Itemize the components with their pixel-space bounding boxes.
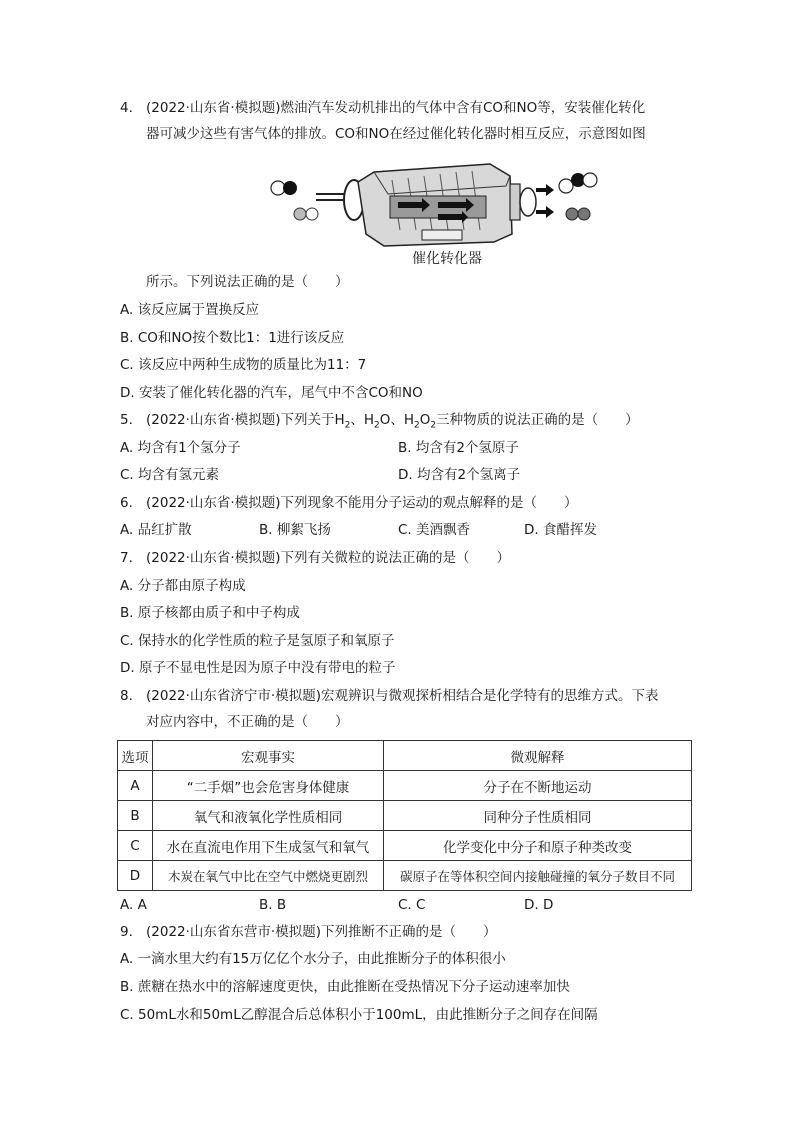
q4-stem-line2: 器可减少这些有害气体的排放。CO和NO在经过催化转化器时相互反应，示意图如图 [146,126,646,142]
q5-stem-suffix: 三种物质的说法正确的是（ ） [436,412,639,428]
n2-molecule-out [566,208,590,220]
table-cell: C [118,831,153,861]
q5-stem-mid1: 、H [350,412,375,428]
table-row [118,801,692,831]
table-cell: “二手烟”也会危害身体健康 [153,771,384,801]
table-cell: A [118,771,153,801]
q7-option-d: D. 原子不显电性是因为原子中没有带电的粒子 [120,660,396,676]
table-row [118,861,692,891]
diagram-caption: 催化转化器 [412,251,482,267]
q8-table [117,740,692,891]
no-molecule-in [294,208,318,220]
table-cell: B [118,801,153,831]
q7-option-a: A. 分子都由原子构成 [120,578,246,594]
q6-stem: (2022·山东省·模拟题)下列现象不能用分子运动的观点解释的是（ ） [146,495,578,511]
q5-stem-mid3: O [419,412,431,428]
q9-stem: (2022·山东省东营市·模拟题)下列推断不正确的是（ ） [146,924,497,940]
q8-option-b: B. B [259,897,287,913]
table-cell: 碳原子在等体积空间内接触碰撞的氧分子数目不同 [384,861,692,891]
co2-molecule-out [559,173,597,193]
q7-stem: (2022·山东省·模拟题)下列有关微粒的说法正确的是（ ） [146,550,510,566]
q5-stem [146,410,639,436]
q5-option-b: B. 均含有2个氢原子 [398,440,519,456]
q4-number: 4. [120,100,133,116]
table-row [118,831,692,861]
q5-option-a: A. 均含有1个氢分子 [120,440,241,456]
q9-option-c: C. 50mL水和50mL乙醇混合后总体积小于100mL，由此推断分子之间存在间隔 [120,1007,598,1023]
q7-number: 7. [120,550,133,566]
q5-sub-d: 2 [430,420,437,431]
q8-option-c: C. C [398,897,426,913]
table-header-row [118,741,692,771]
q4-stem-line1: (2022·山东省·模拟题)燃油汽车发动机排出的气体中含有CO和NO等，安装催化转化 [146,100,646,116]
table-cell: 分子在不断地运动 [384,771,692,801]
q6-option-b: B. 柳絮飞扬 [259,522,331,538]
q5-option-d: D. 均含有2个氢离子 [398,467,521,483]
q5-sub-b: 2 [374,420,380,431]
q5-sub-c: 2 [414,420,420,431]
q5-option-c: C. 均含有氢元素 [120,467,220,483]
q6-option-c: C. 美酒飘香 [398,522,471,538]
q7-option-c: C. 保持水的化学性质的粒子是氢原子和氧原子 [120,633,395,649]
q4-option-a: A. 该反应属于置换反应 [120,302,260,318]
q7-option-b: B. 原子核都由质子和中子构成 [120,605,300,621]
q4-option-d: D. 安装了催化转化器的汽车，尾气中不含CO和NO [120,385,423,401]
q8-stem-line1: (2022·山东省济宁市·模拟题)宏观辨识与微观探析相结合是化学特有的思维方式。下表 [146,688,659,704]
table-cell: 同种分子性质相同 [384,801,692,831]
q8-option-a: A. A [120,897,147,913]
q4-option-c: C. 该反应中两种生成物的质量比为11：7 [120,357,367,373]
table-header-micro: 微观解释 [384,741,692,771]
table-header-option: 选项 [118,741,153,771]
q9-option-a: A. 一滴水里大约有15万亿亿个水分子，由此推断分子的体积很小 [120,951,506,967]
q5-number: 5. [120,412,133,428]
table-cell: 木炭在氧气中比在空气中燃烧更剧烈 [153,861,384,891]
q8-number: 8. [120,688,133,704]
q5-sub-a: 2 [344,420,351,431]
q5-stem-mid2: O、H [379,412,415,428]
q9-number: 9. [120,924,133,940]
q8-stem-line2: 对应内容中，不正确的是（ ） [146,714,349,730]
q6-option-d: D. 食醋挥发 [524,522,597,538]
table-row [118,771,692,801]
table-header-macro: 宏观事实 [153,741,384,771]
table-cell: D [118,861,153,891]
table-cell: 化学变化中分子和原子种类改变 [384,831,692,861]
q6-option-a: A. 品红扩散 [120,522,192,538]
co-molecule-in [271,181,297,195]
q9-option-b: B. 蔗糖在热水中的溶解速度更快，由此推断在受热情况下分子运动速率加快 [120,979,570,995]
table-cell: 水在直流电作用下生成氢气和氧气 [153,831,384,861]
q8-option-d: D. D [524,897,554,913]
q6-number: 6. [120,495,133,511]
q5-stem-prefix: (2022·山东省·模拟题)下列关于H [146,412,345,428]
q4-stem-line3: 所示。下列说法正确的是（ ） [146,274,349,290]
q4-option-b: B. CO和NO按个数比1：1进行该反应 [120,330,345,346]
table-cell: 氧气和液氧化学性质相同 [153,801,384,831]
